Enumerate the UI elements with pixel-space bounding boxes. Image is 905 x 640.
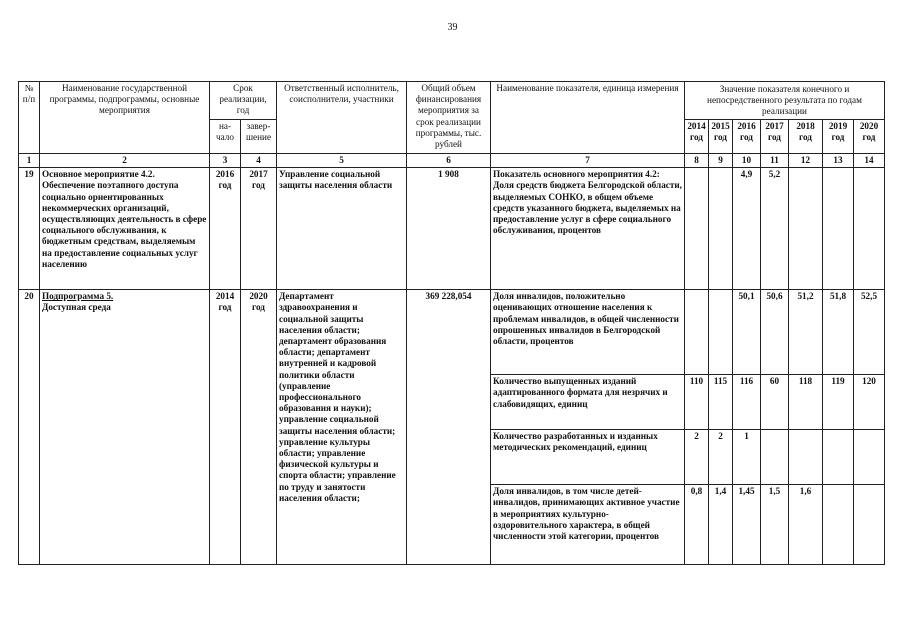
- row-executor: Управление социальной защиты населения области: [277, 168, 407, 290]
- value-cell: [823, 168, 854, 290]
- header-year-2014: 2014 год: [685, 120, 709, 154]
- value-cell: 5,2: [761, 168, 789, 290]
- column-number: 6: [407, 154, 491, 168]
- column-number: 9: [709, 154, 733, 168]
- value-cell: 110: [685, 375, 709, 430]
- value-cell: 1,4: [709, 485, 733, 565]
- value-cell: 1,6: [789, 485, 823, 565]
- table-row: [19, 168, 885, 290]
- header-term-end: завер-шение: [241, 120, 277, 154]
- value-cell: 1: [733, 430, 761, 485]
- header-year-2018: 2018 год: [789, 120, 823, 154]
- value-cell: [789, 168, 823, 290]
- header-term-start: на-чало: [210, 120, 241, 154]
- value-cell: [854, 168, 885, 290]
- header-num: № п/п: [19, 82, 40, 154]
- column-number: 7: [491, 154, 685, 168]
- value-cell: 120: [854, 375, 885, 430]
- header-executor: Ответственный исполнитель, соисполнители, участники: [277, 82, 407, 154]
- column-number: 1: [19, 154, 40, 168]
- row-number: 19: [19, 168, 40, 290]
- value-cell: 118: [789, 375, 823, 430]
- column-number: 8: [685, 154, 709, 168]
- column-number: 3: [210, 154, 241, 168]
- value-cell: [709, 168, 733, 290]
- header-values: Значение показателя конечного и непосредственного результата по годам реализации: [685, 82, 885, 120]
- row-indicator: Количество разработанных и изданных методических рекомендаций, единиц: [491, 430, 685, 485]
- row-number: 20: [19, 290, 40, 565]
- row-executor: Департамент здравоохранения и социальной защиты населения области; департамент образования области; департамент внутренней и кадровой политики области (управление профессионального образования и науки); управление социальной защиты населения области; управление культуры области; управление физической культуры и спорта области; управление по труду и занятости населения области;: [277, 290, 407, 565]
- row-end: 2020 год: [241, 290, 277, 565]
- table-row: [19, 290, 885, 375]
- header-finance: Общий объем финансирования мероприятия за срок реализации программы, тыс. рублей: [407, 82, 491, 154]
- value-cell: 4,9: [733, 168, 761, 290]
- value-cell: 2: [709, 430, 733, 485]
- row-name: Основное мероприятие 4.2. Обеспечение поэтапного доступа социально ориентированных некоммерческих организаций, осуществляющих деятельность в сфере социального обслуживания, к бюджетным средствам, выделяемым на предоставление социальных услуг населению: [40, 168, 210, 290]
- column-number: 2: [40, 154, 210, 168]
- row-end: 2017 год: [241, 168, 277, 290]
- header-term: Срок реализации, год: [210, 82, 277, 120]
- page-number: 39: [447, 22, 458, 33]
- value-cell: [685, 168, 709, 290]
- value-cell: 115: [709, 375, 733, 430]
- column-number: 13: [823, 154, 854, 168]
- header-year-2017: 2017 год: [761, 120, 789, 154]
- subprogram-subtitle: Доступная среда: [42, 302, 111, 313]
- value-cell: 60: [761, 375, 789, 430]
- value-cell: 1,5: [761, 485, 789, 565]
- row-indicator: Показатель основного мероприятия 4.2: Доля средств бюджета Белгородской области, выделяемых СОНКО, в общем объеме средств указанного бюджета, выделяемых на предоставление услуг в сфере социального обслуживания, процентов: [491, 168, 685, 290]
- row-start: 2016 год: [210, 168, 241, 290]
- program-table: [18, 81, 885, 565]
- value-cell: 51,2: [789, 290, 823, 375]
- header-year-2020: 2020 год: [854, 120, 885, 154]
- header-indicator: Наименование показателя, единица измерения: [491, 82, 685, 154]
- value-cell: 0,8: [685, 485, 709, 565]
- value-cell: 116: [733, 375, 761, 430]
- row-finance: 1 908: [407, 168, 491, 290]
- subprogram-title: Подпрограмма 5.: [42, 291, 114, 302]
- header-year-2016: 2016 год: [733, 120, 761, 154]
- value-cell: [854, 485, 885, 565]
- row-indicator: Доля инвалидов, положительно оценивающих отношение населения к проблемам инвалидов, в общей численности опрошенных инвалидов в Белгородской области, процентов: [491, 290, 685, 375]
- value-cell: 50,1: [733, 290, 761, 375]
- header-year-2019: 2019 год: [823, 120, 854, 154]
- value-cell: [685, 290, 709, 375]
- header-year-2015: 2015 год: [709, 120, 733, 154]
- row-name: [40, 290, 210, 565]
- value-cell: 1,45: [733, 485, 761, 565]
- value-cell: 51,8: [823, 290, 854, 375]
- row-start: 2014 год: [210, 290, 241, 565]
- value-cell: [709, 290, 733, 375]
- column-number: 14: [854, 154, 885, 168]
- column-number: 12: [789, 154, 823, 168]
- value-cell: [854, 430, 885, 485]
- value-cell: [823, 485, 854, 565]
- value-cell: [823, 430, 854, 485]
- column-number: 5: [277, 154, 407, 168]
- value-cell: [761, 430, 789, 485]
- row-indicator: Доля инвалидов, в том числе детей-инвалидов, принимающих активное участие в мероприятиях культурно-оздоровительного характера, в общей численности этой категории, процентов: [491, 485, 685, 565]
- value-cell: 2: [685, 430, 709, 485]
- row-finance: 369 228,054: [407, 290, 491, 565]
- value-cell: 119: [823, 375, 854, 430]
- row-indicator: Количество выпущенных изданий адаптированного формата для незрячих и слабовидящих, единиц: [491, 375, 685, 430]
- value-cell: 50,6: [761, 290, 789, 375]
- header-name: Наименование государственной программы, подпрограммы, основные мероприятия: [40, 82, 210, 154]
- value-cell: [789, 430, 823, 485]
- value-cell: 52,5: [854, 290, 885, 375]
- column-number: 11: [761, 154, 789, 168]
- column-number: 4: [241, 154, 277, 168]
- column-number: 10: [733, 154, 761, 168]
